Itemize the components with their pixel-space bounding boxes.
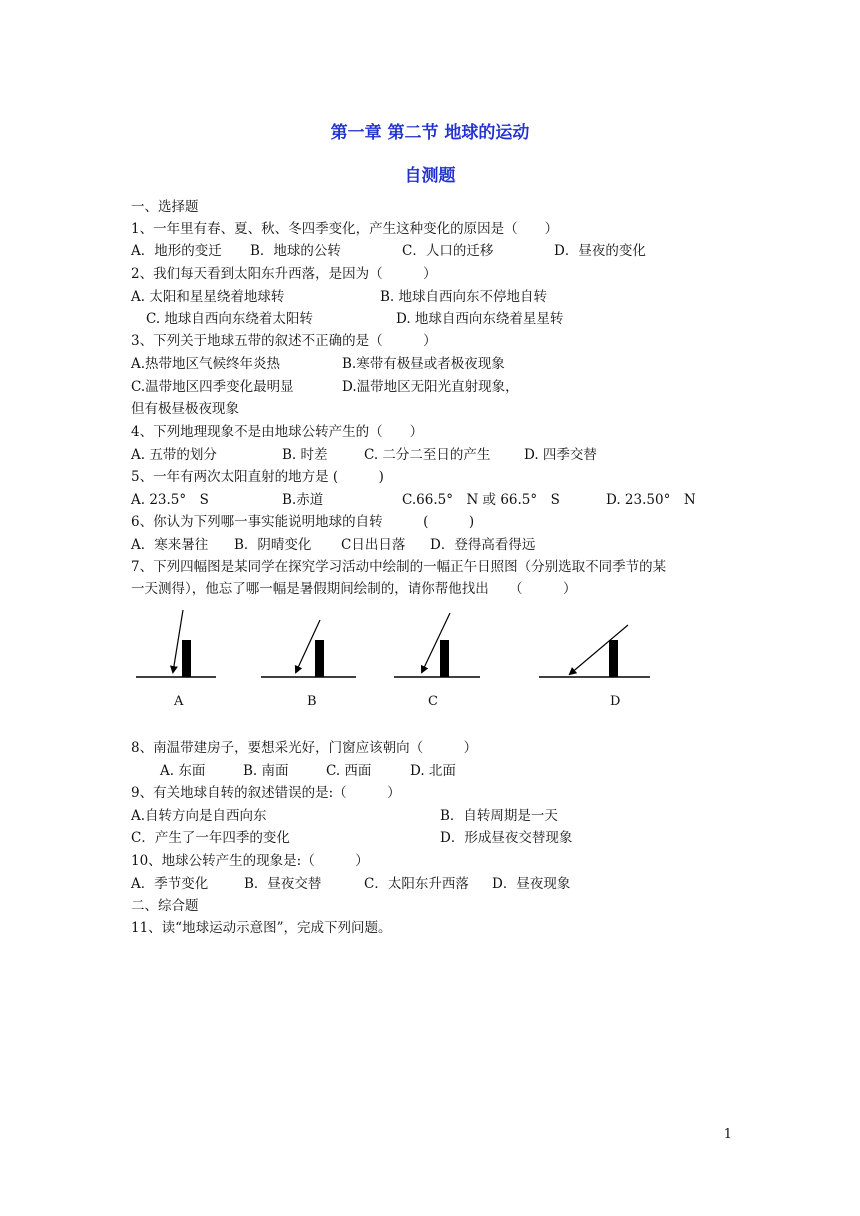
question-2-option-b: B. 地球自西向东不停地自转	[380, 289, 548, 305]
noon-sunlight-figures	[130, 600, 670, 690]
question-3-continuation: 但有极昼极夜现象	[131, 401, 239, 417]
question-8-option-c: C. 西面	[326, 763, 372, 779]
question-8-option-a: A. 东面	[160, 763, 206, 779]
question-3-option-b: B.寒带有极昼或者极夜现象	[342, 356, 505, 372]
question-4-option-b: B. 时差	[282, 447, 328, 463]
question-9-option-d: D．形成昼夜交替现象	[440, 830, 573, 846]
question-2-option-c: C. 地球自西向东绕着太阳转	[146, 311, 313, 327]
question-3-stem: 3、下列关于地球五带的叙述不正确的是（ ）	[131, 333, 437, 349]
question-1-option-c: C．人口的迁移	[402, 243, 494, 259]
question-4-option-c: C. 二分二至日的产生	[364, 447, 491, 463]
question-5-option-c: C.66.5° N 或 66.5° S	[402, 492, 560, 508]
question-4-option-d: D. 四季交替	[524, 447, 597, 463]
question-2-option-d: D. 地球自西向东绕着星星转	[396, 311, 564, 327]
question-2-stem: 2、我们每天看到太阳东升西落，是因为（ ）	[131, 266, 437, 282]
question-6-option-d: D．登得高看得远	[430, 537, 536, 553]
figure-d-label: D	[610, 694, 621, 709]
question-6-option-a: A．寒来暑往	[131, 537, 209, 553]
figure-a-label: A	[174, 694, 184, 709]
question-5-stem: 5、一年有两次太阳直射的地方是 ( )	[131, 469, 384, 485]
question-8-option-b: B. 南面	[243, 763, 289, 779]
question-9-stem: 9、有关地球自转的叙述错误的是:（ ）	[131, 785, 401, 801]
question-9-option-c: C．产生了一年四季的变化	[131, 830, 290, 846]
question-1-option-a: A．地形的变迁	[131, 243, 222, 259]
question-7-stem-line-2: 一天测得），他忘了哪一幅是暑假期间绘制的，请你帮他找出 （ ）	[131, 581, 577, 597]
section-heading-choice: 一、选择题	[131, 199, 199, 215]
question-4-option-a: A. 五带的划分	[131, 447, 217, 463]
question-10-option-d: D．昼夜现象	[492, 876, 571, 892]
question-9-option-b: B．自转周期是一天	[440, 808, 558, 824]
question-5-option-a: A. 23.5° S	[131, 492, 209, 508]
question-6-option-b: B．阴晴变化	[234, 537, 312, 553]
page-subtitle: 自测题	[404, 166, 456, 186]
question-1-option-b: B．地球的公转	[250, 243, 341, 259]
question-8-option-d: D. 北面	[410, 763, 456, 779]
question-10-stem: 10、地球公转产生的现象是:（ ）	[131, 853, 369, 869]
figure-c-label: C	[428, 694, 438, 709]
question-5-option-b: B.赤道	[282, 492, 324, 508]
figure-c-diagram	[394, 613, 480, 677]
question-5-option-d: D. 23.50° N	[606, 492, 696, 508]
question-10-option-b: B．昼夜交替	[244, 876, 322, 892]
question-1-stem: 1、一年里有春、夏、秋、冬四季变化，产生这种变化的原因是（ ）	[131, 221, 559, 237]
question-8-stem: 8、南温带建房子，要想采光好，门窗应该朝向（ ）	[131, 740, 478, 756]
question-9-option-a: A.自转方向是自西向东	[131, 808, 267, 824]
figure-b-diagram	[261, 620, 356, 677]
question-10-option-c: C．太阳东升西落	[364, 876, 469, 892]
question-4-stem: 4、下列地理现象不是由地球公转产生的（ ）	[131, 424, 424, 440]
question-6-stem: 6、你认为下列哪一事实能说明地球的自转 ( )	[131, 514, 475, 530]
question-2-option-a: A. 太阳和星星绕着地球转	[131, 289, 285, 305]
figure-a-diagram	[136, 610, 216, 677]
question-3-option-a: A.热带地区气候终年炎热	[131, 356, 281, 372]
question-1-option-d: D．昼夜的变化	[554, 243, 646, 259]
question-10-option-a: A．季节变化	[131, 876, 209, 892]
figure-b-label: B	[307, 694, 317, 709]
figure-d-diagram	[539, 625, 650, 677]
question-3-option-d: D.温带地区无阳光直射现象，	[342, 379, 519, 395]
question-6-option-c: C日出日落	[341, 537, 406, 553]
question-11-stem: 11、读“地球运动示意图”，完成下列问题。	[131, 920, 392, 936]
question-3-option-c: C.温带地区四季变化最明显	[131, 379, 294, 395]
question-7-stem-line-1: 7、下列四幅图是某同学在探究学习活动中绘制的一幅正午日照图（分别选取不同季节的某	[131, 559, 667, 575]
page-title: 第一章 第二节 地球的运动	[330, 123, 530, 143]
section-heading-comprehensive: 二、综合题	[131, 898, 199, 914]
page-number: 1	[723, 1127, 732, 1142]
